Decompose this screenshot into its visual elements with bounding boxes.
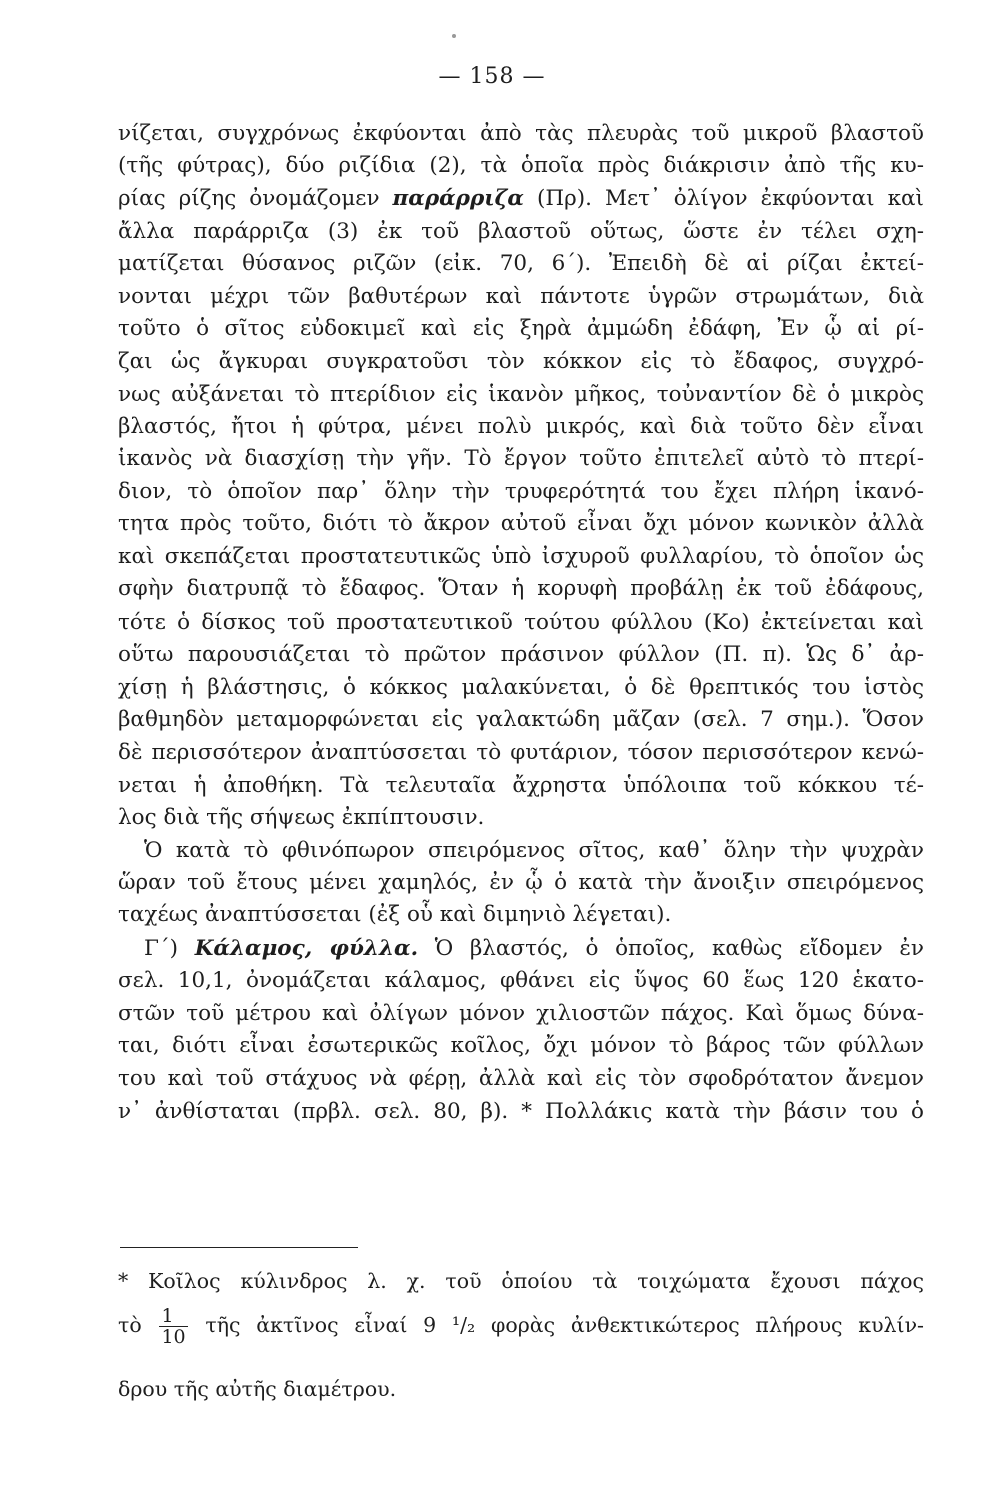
text-line	[118, 1063, 924, 1095]
text-line	[118, 379, 924, 411]
text-line	[118, 1096, 924, 1128]
text-run: σελ. 10,1, ὀνομάζεται κάλαμος, φθάνει εἰς ὕψος 60 ἕως 120 ἑκατο-	[118, 968, 924, 993]
text-line	[118, 476, 924, 508]
text-run: Ὁ κατὰ τὸ φθινόπωρον σπειρόμενος σῖτος, καθ᾽ ὅλην τὴν ψυχρὰν	[144, 838, 924, 863]
text-line	[118, 150, 924, 182]
text-run: τότε ὁ δίσκος τοῦ προστατευτικοῦ τούτου φύλλου (Κο) ἐκτείνεται καὶ	[118, 610, 924, 635]
text-run: του καὶ τοῦ στάχυος νὰ φέρῃ, ἀλλὰ καὶ εἰς τὸν σφοδρότατον ἄνεμον	[118, 1066, 924, 1091]
text-line	[118, 802, 924, 834]
footnote-line-1: * Κοῖλος κύλινδρος λ. χ. τοῦ ὁποίου τὰ τοιχώματα ἔχουσι πάχος	[118, 1269, 924, 1293]
text-line	[118, 1030, 924, 1062]
footnote-line-2	[118, 1306, 924, 1347]
text-line	[118, 770, 924, 802]
text-run: (τῆς φύτρας), δύο ριζίδια (2), τὰ ὁποῖα πρὸς διάκρισιν ἀπὸ τῆς κυ-	[118, 153, 924, 178]
emphasized-term: Κάλαμος, φύλλα.	[194, 936, 419, 961]
footnote-text: τὸ	[118, 1313, 142, 1337]
text-run: ται, διότι εἶναι ἐσωτερικῶς κοῖλος, ὄχι μόνον τὸ βάρος τῶν φύλλων	[118, 1033, 924, 1058]
paper-speck	[452, 34, 456, 38]
text-line	[118, 508, 924, 540]
text-line	[118, 899, 924, 931]
text-run: ἄλλα παράρριζα (3) ἐκ τοῦ βλαστοῦ οὕτως, ὥστε ἐν τέλει σχη-	[118, 219, 924, 244]
footnote-text: τῆς ἀκτῖνος εἶναί 9 ¹/₂ φορὰς ἀνθεκτικώτερος πλήρους κυλίν-	[205, 1313, 924, 1337]
text-line	[118, 737, 924, 769]
text-line	[118, 867, 924, 899]
text-run: χίσῃ ἡ βλάστησις, ὁ κόκκος μαλακύνεται, ὁ δὲ θρεπτικός του ἱστὸς	[118, 675, 924, 700]
text-run: λος διὰ τῆς σήψεως ἐκπίπτουσιν.	[118, 805, 485, 830]
text-run: ρίας ρίζης ὀνομάζομεν	[118, 186, 393, 211]
text-run: σφὴν διατρυπᾷ τὸ ἔδαφος. Ὅταν ἡ κορυφὴ προβάλῃ ἐκ τοῦ ἐδάφους,	[118, 576, 924, 601]
text-run: διον, τὸ ὁποῖον παρ᾽ ὅλην τὴν τρυφερότητά του ἔχει πλήρη ἱκανό-	[118, 479, 924, 504]
text-run: νως αὐξάνεται τὸ πτερίδιον εἰς ἱκανὸν μῆκος, τοὐναντίον δὲ ὁ μικρὸς	[118, 382, 924, 407]
text-run: Ὁ βλαστός, ὁ ὁποῖος, καθὼς εἴδομεν ἐν	[418, 936, 925, 961]
text-line	[118, 313, 924, 345]
text-line	[118, 443, 924, 475]
text-line	[118, 573, 924, 605]
text-run: (Πρ). Μετ᾽ ὀλίγον ἐκφύονται καὶ	[523, 186, 924, 211]
text-line	[118, 346, 924, 378]
text-line	[118, 281, 924, 313]
text-run: στῶν τοῦ μέτρου καὶ ὀλίγων μόνον χιλιοστῶν πάχος. Καὶ ὅμως δύνα-	[118, 1001, 924, 1026]
text-run: καὶ σκεπάζεται προστατευτικῶς ὑπὸ ἰσχυροῦ φυλλαρίου, τὸ ὁποῖον ὡς	[118, 544, 924, 569]
text-run: βαθμηδὸν μεταμορφώνεται εἰς γαλακτώδη μᾶζαν (σελ. 7 σημ.). Ὅσον	[118, 707, 924, 732]
text-run: νονται μέχρι τῶν βαθυτέρων καὶ πάντοτε ὑγρῶν στρωμάτων, διὰ	[118, 284, 924, 309]
text-run: ταχέως ἀναπτύσσεται (ἐξ οὗ καὶ διμηνιὸ λέγεται).	[118, 902, 672, 927]
text-run: τητα πρὸς τοῦτο, διότι τὸ ἄκρον αὐτοῦ εἶναι ὄχι μόνον κωνικὸν ἀλλὰ	[118, 511, 924, 536]
emphasized-term: παράρριζα	[392, 186, 524, 211]
footnote-line-3: δρου τῆς αὐτῆς διαμέτρου.	[118, 1377, 397, 1401]
text-run: ν᾽ ἀνθίσταται (πρβλ. σελ. 80, β). * Πολλάκις κατὰ τὴν βάσιν του ὁ	[118, 1099, 924, 1124]
text-run: βλαστός, ἤτοι ἡ φύτρα, μένει πολὺ μικρός, καὶ διὰ τοῦτο δὲν εἶναι	[118, 414, 924, 439]
text-line	[118, 704, 924, 736]
page-number: — 158 —	[438, 64, 546, 89]
text-line	[118, 672, 924, 704]
text-run: οὕτω παρουσιάζεται τὸ πρῶτον πράσινον φύλλον (Π. π). Ὡς δ᾽ ἀρ-	[118, 642, 924, 667]
fraction-denominator: 10	[161, 1326, 186, 1348]
text-run: νίζεται, συγχρόνως ἐκφύονται ἀπὸ τὰς πλευρὰς τοῦ μικροῦ βλαστοῦ	[118, 121, 924, 146]
fraction	[159, 1306, 187, 1347]
text-run: ζαι ὡς ἄγκυραι συγκρατοῦσι τὸν κόκκον εἰς τὸ ἔδαφος, συγχρό-	[118, 349, 924, 374]
text-line	[118, 248, 924, 280]
text-line	[118, 541, 924, 573]
text-line	[118, 411, 924, 443]
text-line	[118, 933, 924, 965]
text-line	[118, 965, 924, 997]
text-run: Γ΄)	[144, 936, 195, 961]
text-line	[118, 183, 924, 215]
text-line	[118, 216, 924, 248]
fraction-numerator: 1	[159, 1306, 187, 1327]
text-run: ματίζεται θύσανος ριζῶν (εἰκ. 70, 6΄). Ἐπειδὴ δὲ αἱ ρίζαι ἐκτεί-	[118, 251, 924, 276]
text-line	[118, 607, 924, 639]
text-run: δὲ περισσότερον ἀναπτύσσεται τὸ φυτάριον, τόσον περισσότερον κενώ-	[118, 740, 924, 765]
text-line	[118, 835, 924, 867]
text-run: νεται ἡ ἀποθήκη. Τὰ τελευταῖα ἄχρηστα ὑπόλοιπα τοῦ κόκκου τέ-	[118, 773, 924, 798]
text-line	[118, 639, 924, 671]
text-line	[118, 998, 924, 1030]
text-run: ὥραν τοῦ ἔτους μένει χαμηλός, ἐν ᾧ ὁ κατὰ τὴν ἄνοιξιν σπειρόμενος	[118, 870, 924, 895]
footnote-rule	[120, 1247, 358, 1248]
text-run: τοῦτο ὁ σῖτος εὐδοκιμεῖ καὶ εἰς ξηρὰ ἀμμώδη ἐδάφη, Ἐν ᾧ αἱ ρί-	[118, 316, 924, 341]
text-line	[118, 118, 924, 150]
text-run: ἱκανὸς νὰ διασχίσῃ τὴν γῆν. Τὸ ἔργον τοῦτο ἐπιτελεῖ αὐτὸ τὸ πτερί-	[118, 446, 924, 471]
